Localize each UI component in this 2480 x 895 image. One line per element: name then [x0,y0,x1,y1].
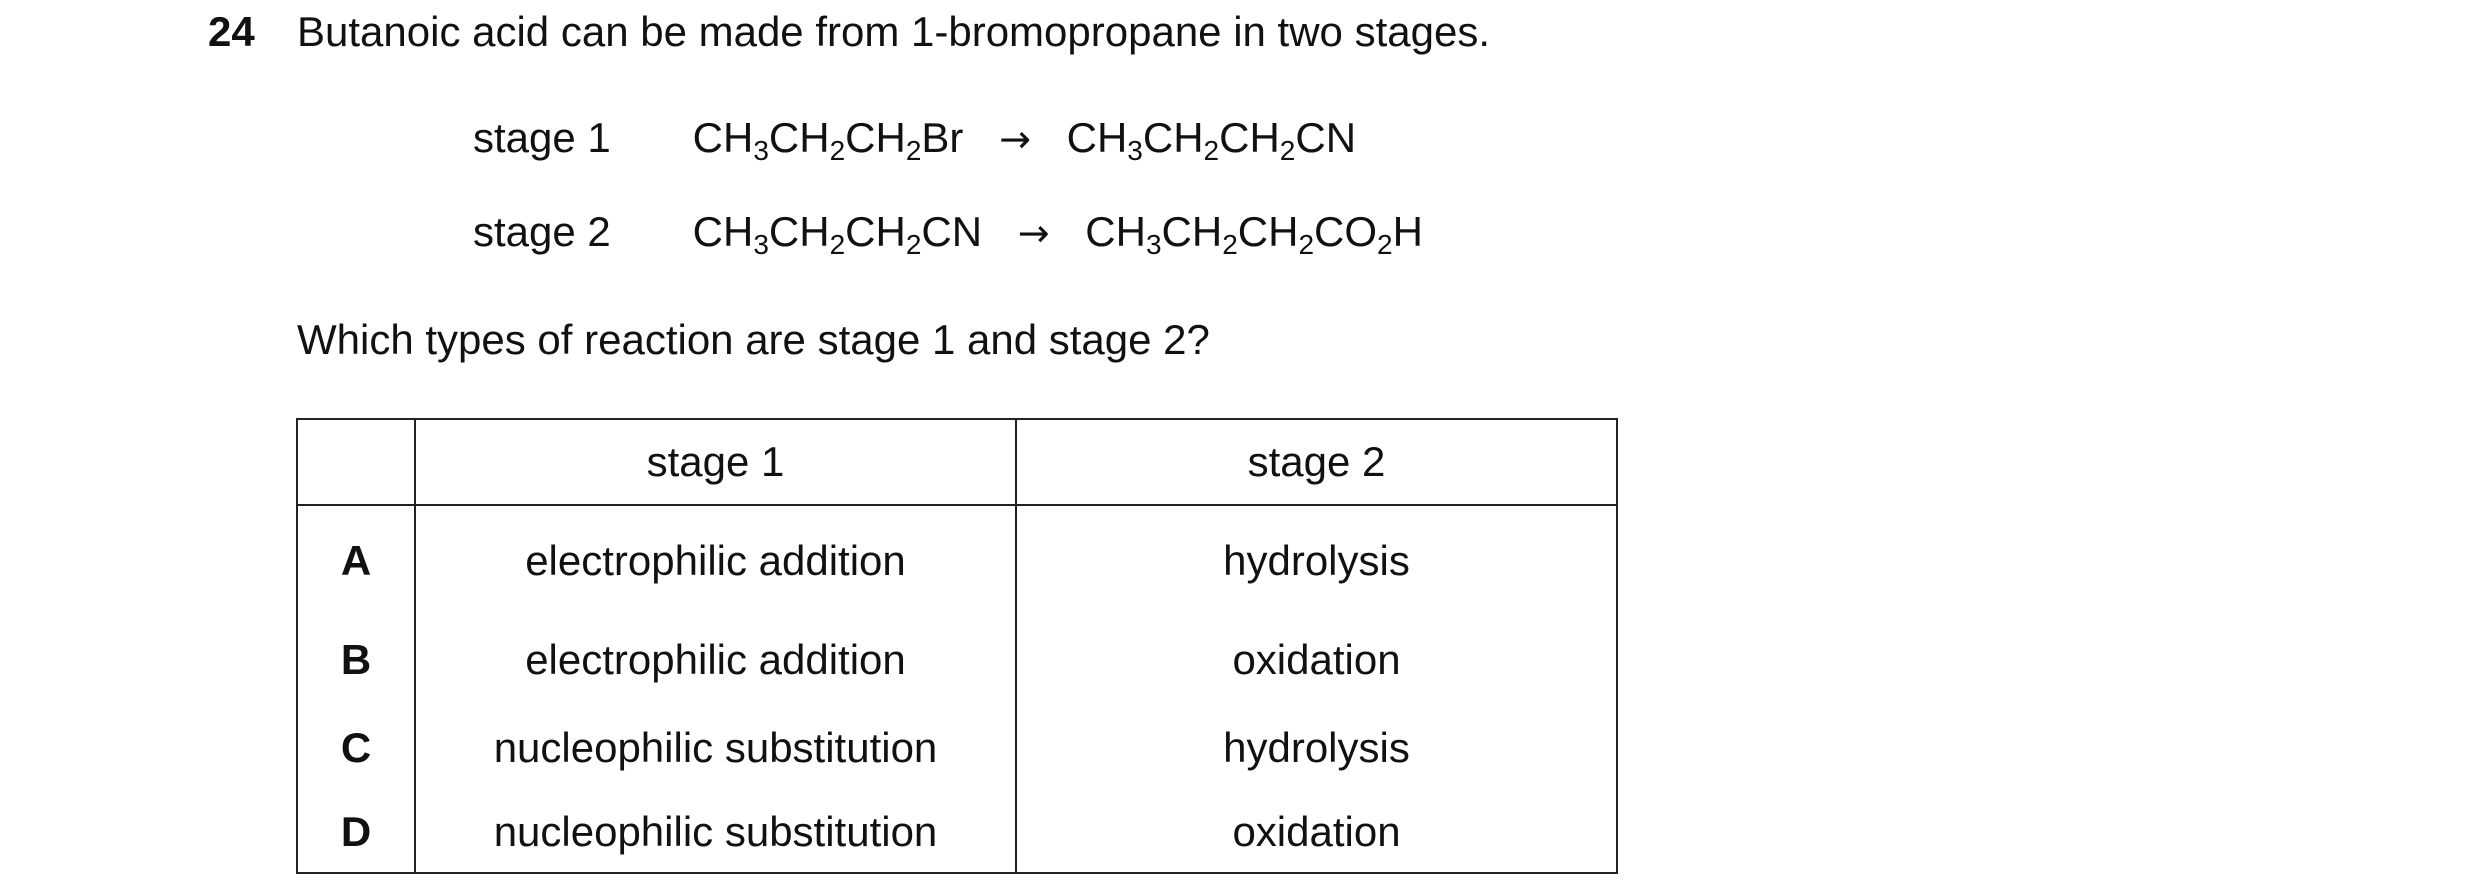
equation-reactant: $CH_3CH_2CH_2Br$ [692,114,964,166]
formula-subscript: 3 [753,229,769,260]
answer-row-d[interactable] [297,792,1617,873]
equation-product: $CH_3CH_2CH_2CO_2H$ [1085,208,1423,260]
formula-subscript: 3 [753,135,769,166]
formula-subscript: 2 [1279,135,1296,166]
question-prompt: Which types of reaction are stage 1 and stage 2? [297,316,1210,363]
stage-1-reaction: nucleophilic substitution [415,792,1016,873]
formula-subscript: 2 [829,135,846,166]
question-number: 24 [208,8,255,55]
stage-1-reaction: electrophilic addition [415,505,1016,616]
option-letter: A [297,505,415,616]
formula-subscript: 2 [1377,229,1393,260]
formula-subscript: 2 [1222,229,1238,260]
formula-subscript: 2 [829,229,846,260]
answer-row-b[interactable] [297,616,1617,704]
equation-label: stage 1 [473,114,611,161]
table-header-row [297,419,1617,505]
stage-1-reaction: nucleophilic substitution [415,704,1016,792]
formula-subscript: 2 [905,135,922,166]
header-stage-2: stage 2 [1016,419,1617,505]
header-letter [297,419,415,505]
stage-2-reaction: hydrolysis [1016,704,1617,792]
answer-table [296,418,1618,874]
answer-row-c[interactable] [297,704,1617,792]
equation-stage-1 [473,110,1356,167]
reaction-arrow: → [999,117,1031,161]
formula-subscript: 2 [1298,229,1315,260]
stage-1-reaction: electrophilic addition [415,616,1016,704]
option-letter: D [297,792,415,873]
stage-2-reaction: oxidation [1016,616,1617,704]
option-letter: C [297,704,415,792]
stage-2-reaction: hydrolysis [1016,505,1617,616]
equation-product: $CH_3CH_2CH_2CN$ [1066,114,1357,166]
equation-stage-2 [473,204,1423,261]
formula-subscript: 3 [1145,229,1162,260]
question-intro: Butanoic acid can be made from 1-bromopropane in two stages. [297,8,1491,55]
equation-label: stage 2 [473,208,611,255]
option-letter: B [297,616,415,704]
header-stage-1: stage 1 [415,419,1016,505]
formula-subscript: 2 [905,229,922,260]
answer-row-a[interactable] [297,505,1617,616]
formula-subscript: 2 [1203,135,1220,166]
equation-reactant: $CH_3CH_2CH_2CN$ [692,208,983,260]
reaction-arrow: → [1017,211,1050,255]
stage-2-reaction: oxidation [1016,792,1617,873]
formula-subscript: 3 [1127,135,1143,166]
